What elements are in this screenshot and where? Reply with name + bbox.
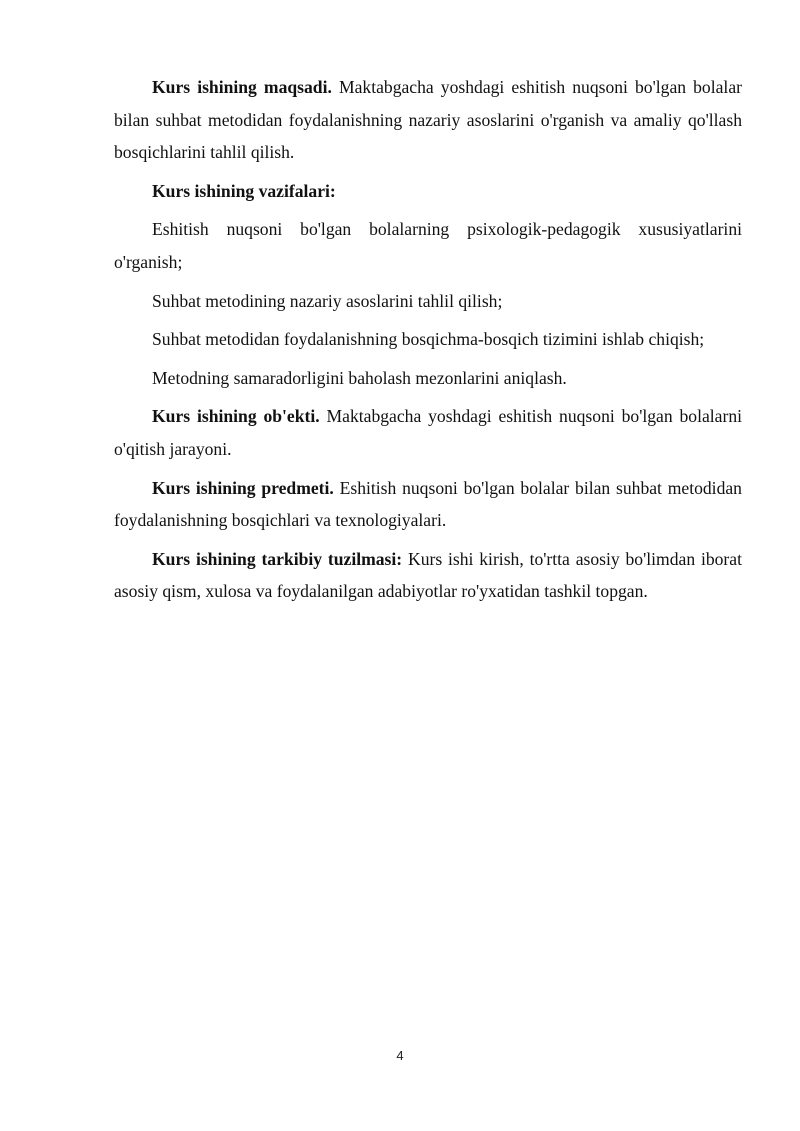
paragraph-goal — [114, 71, 742, 169]
paragraph-object — [114, 400, 742, 465]
subject-heading: Kurs ishining predmeti. — [152, 477, 334, 498]
task-item-text: Eshitish nuqsoni bo'lgan bolalarning psixologik-pedagogik xususiyatlarini o'rganish; — [114, 219, 742, 272]
task-item-text: Suhbat metodining nazariy asoslarini tahlil qilish; — [152, 290, 503, 311]
tasks-heading: Kurs ishining vazifalari: — [152, 180, 336, 201]
object-text: Maktabgacha yoshdagi eshitish nuqsoni bo'lgan bolalarni o'qitish jarayoni. — [114, 406, 743, 459]
page-number: 4 — [396, 1048, 404, 1063]
subject-text: Eshitish nuqsoni bo'lgan bolalar bilan suhbat metodidan foydalanishning bosqichlari va texnologiyalari. — [114, 477, 742, 531]
goal-heading: Kurs ishining maqsadi. — [152, 77, 332, 97]
goal-text: Maktabgacha yoshdagi eshitish nuqsoni bo'lgan bolalar bilan suhbat metodidan foydalanishning nazariy asoslarini o'rganish va amaliy qo'llash bosqichlarini tahlil qilish. — [114, 77, 742, 163]
structure-heading: Kurs ishining tarkibiy tuzilmasi: — [152, 548, 403, 569]
task-item-text: Metodning samaradorligini baholash mezonlarini aniqlash. — [152, 367, 567, 388]
task-item-text: Suhbat metodidan foydalanishning bosqichma-bosqich tizimini ishlab chiqish; — [152, 329, 705, 350]
structure-text: Kurs ishi kirish, to'rtta asosiy bo'limdan iborat asosiy qism, xulosa va foydalanilgan adabiyotlar ro'yxatidan tashkil topgan. — [114, 548, 742, 602]
paragraph-structure — [114, 543, 742, 608]
task-item — [114, 362, 742, 395]
task-item — [114, 213, 742, 278]
paragraph-tasks-heading — [114, 175, 742, 208]
paragraph-subject — [114, 472, 742, 537]
task-item — [114, 323, 742, 356]
document-body — [114, 71, 742, 614]
object-heading: Kurs ishining ob'ekti. — [152, 406, 320, 427]
task-item — [114, 285, 742, 318]
